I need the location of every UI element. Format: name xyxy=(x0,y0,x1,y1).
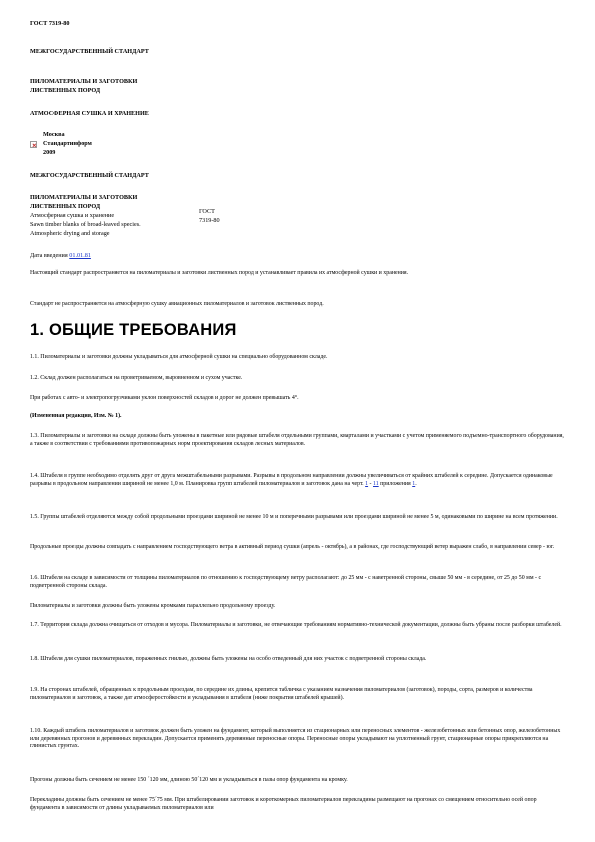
effective-date xyxy=(30,252,91,260)
clause-crossbars: Перекладины должны быть сечением не менее 75´75 мм. При штабелировании заготовок и короткомерных пиломатериалов перекладины размещают на прогонах со смещением относительно осей опор фундамента в зависимости от длины укладываемых пиломатериалов или xyxy=(30,797,537,811)
title-en: Sawn timber blanks of broad-leaved species. xyxy=(30,221,141,228)
figure-link-1[interactable]: 1 xyxy=(365,480,369,487)
clause-passages: Продольные проезды должны совпадать с направлением господствующего ветра в активный период сушки (апрель - октябрь), а в районах, где господствующий ветер выражен слабо, в направлении север - юг. xyxy=(30,544,555,550)
section-heading: 1. ОБЩИЕ ТРЕБОВАНИЯ xyxy=(30,321,237,339)
clause-1-2: 1.2. Склад должен располагаться на проветриваемом, выровненном и сухом участке. xyxy=(30,375,243,381)
broken-image-icon xyxy=(30,141,37,148)
publisher-city: Москва xyxy=(43,131,65,138)
clause-1-7: 1.7. Территория склада должна очищаться от отходов и мусора. Пиломатериалы и заготовки, не отвечающие требованиям нормативно-технической документации, должны быть убраны после разборки штабелей. xyxy=(30,622,562,628)
cover-title-line2: ЛИСТВЕННЫХ ПОРОД xyxy=(30,87,101,94)
gost-label: ГОСТ xyxy=(199,208,215,215)
clause-1-4-end: . xyxy=(415,480,417,487)
clause-1-3: 1.3. Пиломатериалы и заготовки на складе должны быть уложены в пакетные или рядовые штабеля отдельными группами, кварталами и участками с учетом применяемого подъемно-транспортного оборудования, а также в соответствии с требованиями противопожарных норм проектирования складов лесных материалов. xyxy=(30,433,564,447)
clause-1-8: 1.8. Штабеля для сушки пиломатериалов, пораженных гнилью, должны быть уложены на особо отведенный для них участок с подветренной стороны склада. xyxy=(30,656,427,662)
clause-1-9: 1.9. На сторонах штабелей, обращенных к продольным проездам, по середине их длины, крепится табличка с указанием назначения пиломатериалов (заготовок), породы, сорта, размеров и количества пиломатериалов и заготовок, а также дат атмосферостойкости и укладывания в штабеля (ниже покрытия штабелей крышей). xyxy=(30,687,533,701)
clause-1-6: 1.6. Штабеля на складе в зависимости от толщины пиломатериалов по отношению к господствующему ветру располагают: до 25 мм - с наветренной стороны, свыше 50 мм - в середине, от 25 до 50 мм - с подветренной стороны склада. xyxy=(30,575,542,589)
clause-1-10: 1.10. Каждый штабель пиломатериалов и заготовок должен быть уложен на фундамент, который выполняется из стационарных или переносных элементов - железобетонных или бетонных опор, железобетонных или деревянных прогонов и деревянных перекладин. Допускается применять деревянные переносные опоры. Переносные опоры укладывают на уплотненный грунт, стационарные опоры прикрепляются на глинистых грунтах. xyxy=(30,728,561,750)
title-standard-type: МЕЖГОСУДАРСТВЕННЫЙ СТАНДАРТ xyxy=(30,172,149,179)
appendix-text: приложения xyxy=(378,480,413,487)
clause-1-4-text: 1.4. Штабеля в группе необходимо отделять друг от друга межштабельными разрывами. Разрывы в продольном направлении должны увеличиваться от крайних штабелей к середине. Допускается одинаковые разрывы в продольном направлении шириной не менее 1,0 м. Планировка групп штабелей пиломатериалов и заготовок дана на черт. xyxy=(30,473,553,487)
title-subtitle-ru: Атмосферная сушка и хранение xyxy=(30,212,115,219)
cover-title-line1: ПИЛОМАТЕРИАЛЫ И ЗАГОТОВКИ xyxy=(30,78,138,85)
clause-runs: Прогоны должны быть сечением не менее 150 ´120 мм, длиною 50´120 мм и укладываться в пазы опор фундамента на кромку. xyxy=(30,777,348,783)
figure-link-dash: - xyxy=(368,480,373,487)
effective-date-label: Дата введения xyxy=(30,252,68,259)
intro-paragraph-scope: Настоящий стандарт распространяется на пиломатериалы и заготовки лиственных пород и устанавливает правила их атмосферной сушки и хранения. xyxy=(30,270,409,276)
figure-link-11[interactable]: 11 xyxy=(373,480,379,487)
gost-number: 7319-80 xyxy=(199,217,220,224)
clause-1-1: 1.1. Пиломатериалы и заготовки должны укладываться для атмосферной сушки на специально оборудованном складе. xyxy=(30,354,328,360)
clause-1-5: 1.5. Группы штабелей отделяются между собой продольными проездами шириной не менее 10 м и поперечными разрывами или проездами шириной не менее 5 м, одинаковыми по ширине на всем протяжении. xyxy=(30,514,558,520)
publisher: Стандартинформ xyxy=(43,140,92,147)
effective-date-link[interactable]: 01.01.81 xyxy=(69,252,91,259)
title-line1: ПИЛОМАТЕРИАЛЫ И ЗАГОТОВКИ xyxy=(30,194,138,201)
title-line2: ЛИСТВЕННЫХ ПОРОД xyxy=(30,203,101,210)
intro-paragraph-exclusion: Стандарт не распространяется на атмосферную сушку авиационных пиломатериалов и заготовок лиственных пород. xyxy=(30,301,324,307)
standard-type: МЕЖГОСУДАРСТВЕННЫЙ СТАНДАРТ xyxy=(30,48,149,55)
publication-year: 2009 xyxy=(43,149,56,156)
clause-1-4 xyxy=(30,473,564,488)
clause-edges: Пиломатериалы и заготовки должны быть уложены кромками параллельно продольному проезду. xyxy=(30,603,276,609)
appendix-link-1[interactable]: 1 xyxy=(412,480,416,487)
title-subtitle-en: Atmospheric drying and storage xyxy=(30,230,110,237)
cover-subtitle: АТМОСФЕРНАЯ СУШКА И ХРАНЕНИЕ xyxy=(30,110,149,117)
gost-code: ГОСТ 7319-80 xyxy=(30,20,70,27)
clause-slope: При работах с авто- и электропогрузчиками уклон поверхностей складов и дорог не должен превышать 4°. xyxy=(30,395,299,401)
amendment-note: (Измененная редакция, Изм. № 1). xyxy=(30,413,122,419)
